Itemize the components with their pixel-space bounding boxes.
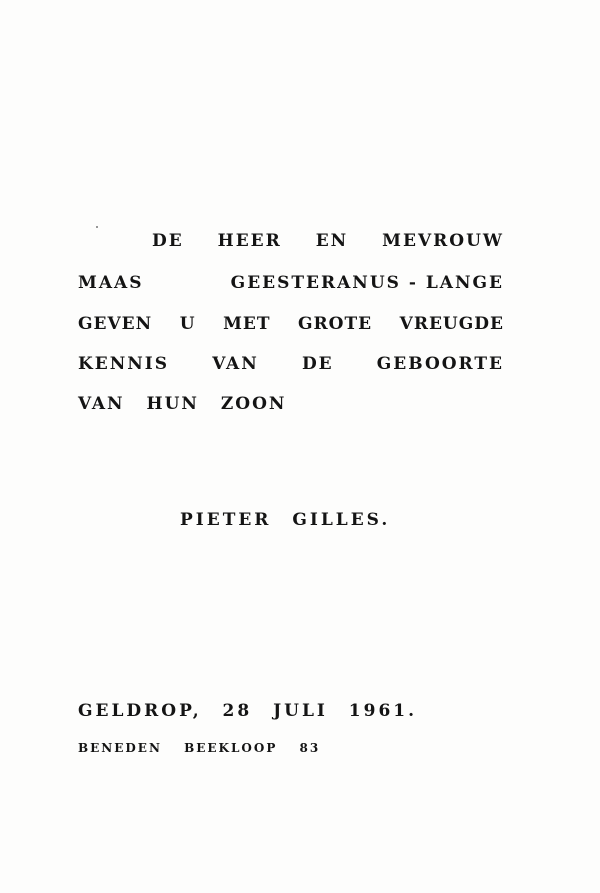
word: GEBOORTE [376, 354, 504, 374]
word: U [179, 314, 196, 334]
word: GEVEN [78, 314, 153, 334]
word: KENNIS [78, 354, 170, 374]
place-date: GELDROP, 28 JULI 1961. [78, 701, 418, 721]
word: VAN [212, 354, 259, 374]
announcement-line-5: VAN HUN ZOON [78, 394, 287, 414]
word: GEESTERANUS - LANGE [230, 273, 504, 293]
announcement-line-4 [78, 353, 504, 375]
word: GROTE [298, 314, 373, 334]
announcement-line-1 [152, 230, 504, 252]
word: MET [223, 314, 271, 334]
word: DE [301, 354, 334, 374]
address: BENEDEN BEEKLOOP 83 [78, 741, 321, 755]
paper-speck [96, 226, 98, 228]
word: MEVROUW [382, 231, 504, 251]
word: VREUGDE [399, 314, 504, 334]
word: MAAS [78, 273, 144, 293]
word: HEER [217, 231, 282, 251]
word: EN [315, 231, 349, 251]
announcement-line-2 [78, 272, 504, 294]
child-name: PIETER GILLES. [180, 510, 391, 530]
announcement-line-3 [78, 313, 504, 335]
word: DE [152, 231, 184, 251]
